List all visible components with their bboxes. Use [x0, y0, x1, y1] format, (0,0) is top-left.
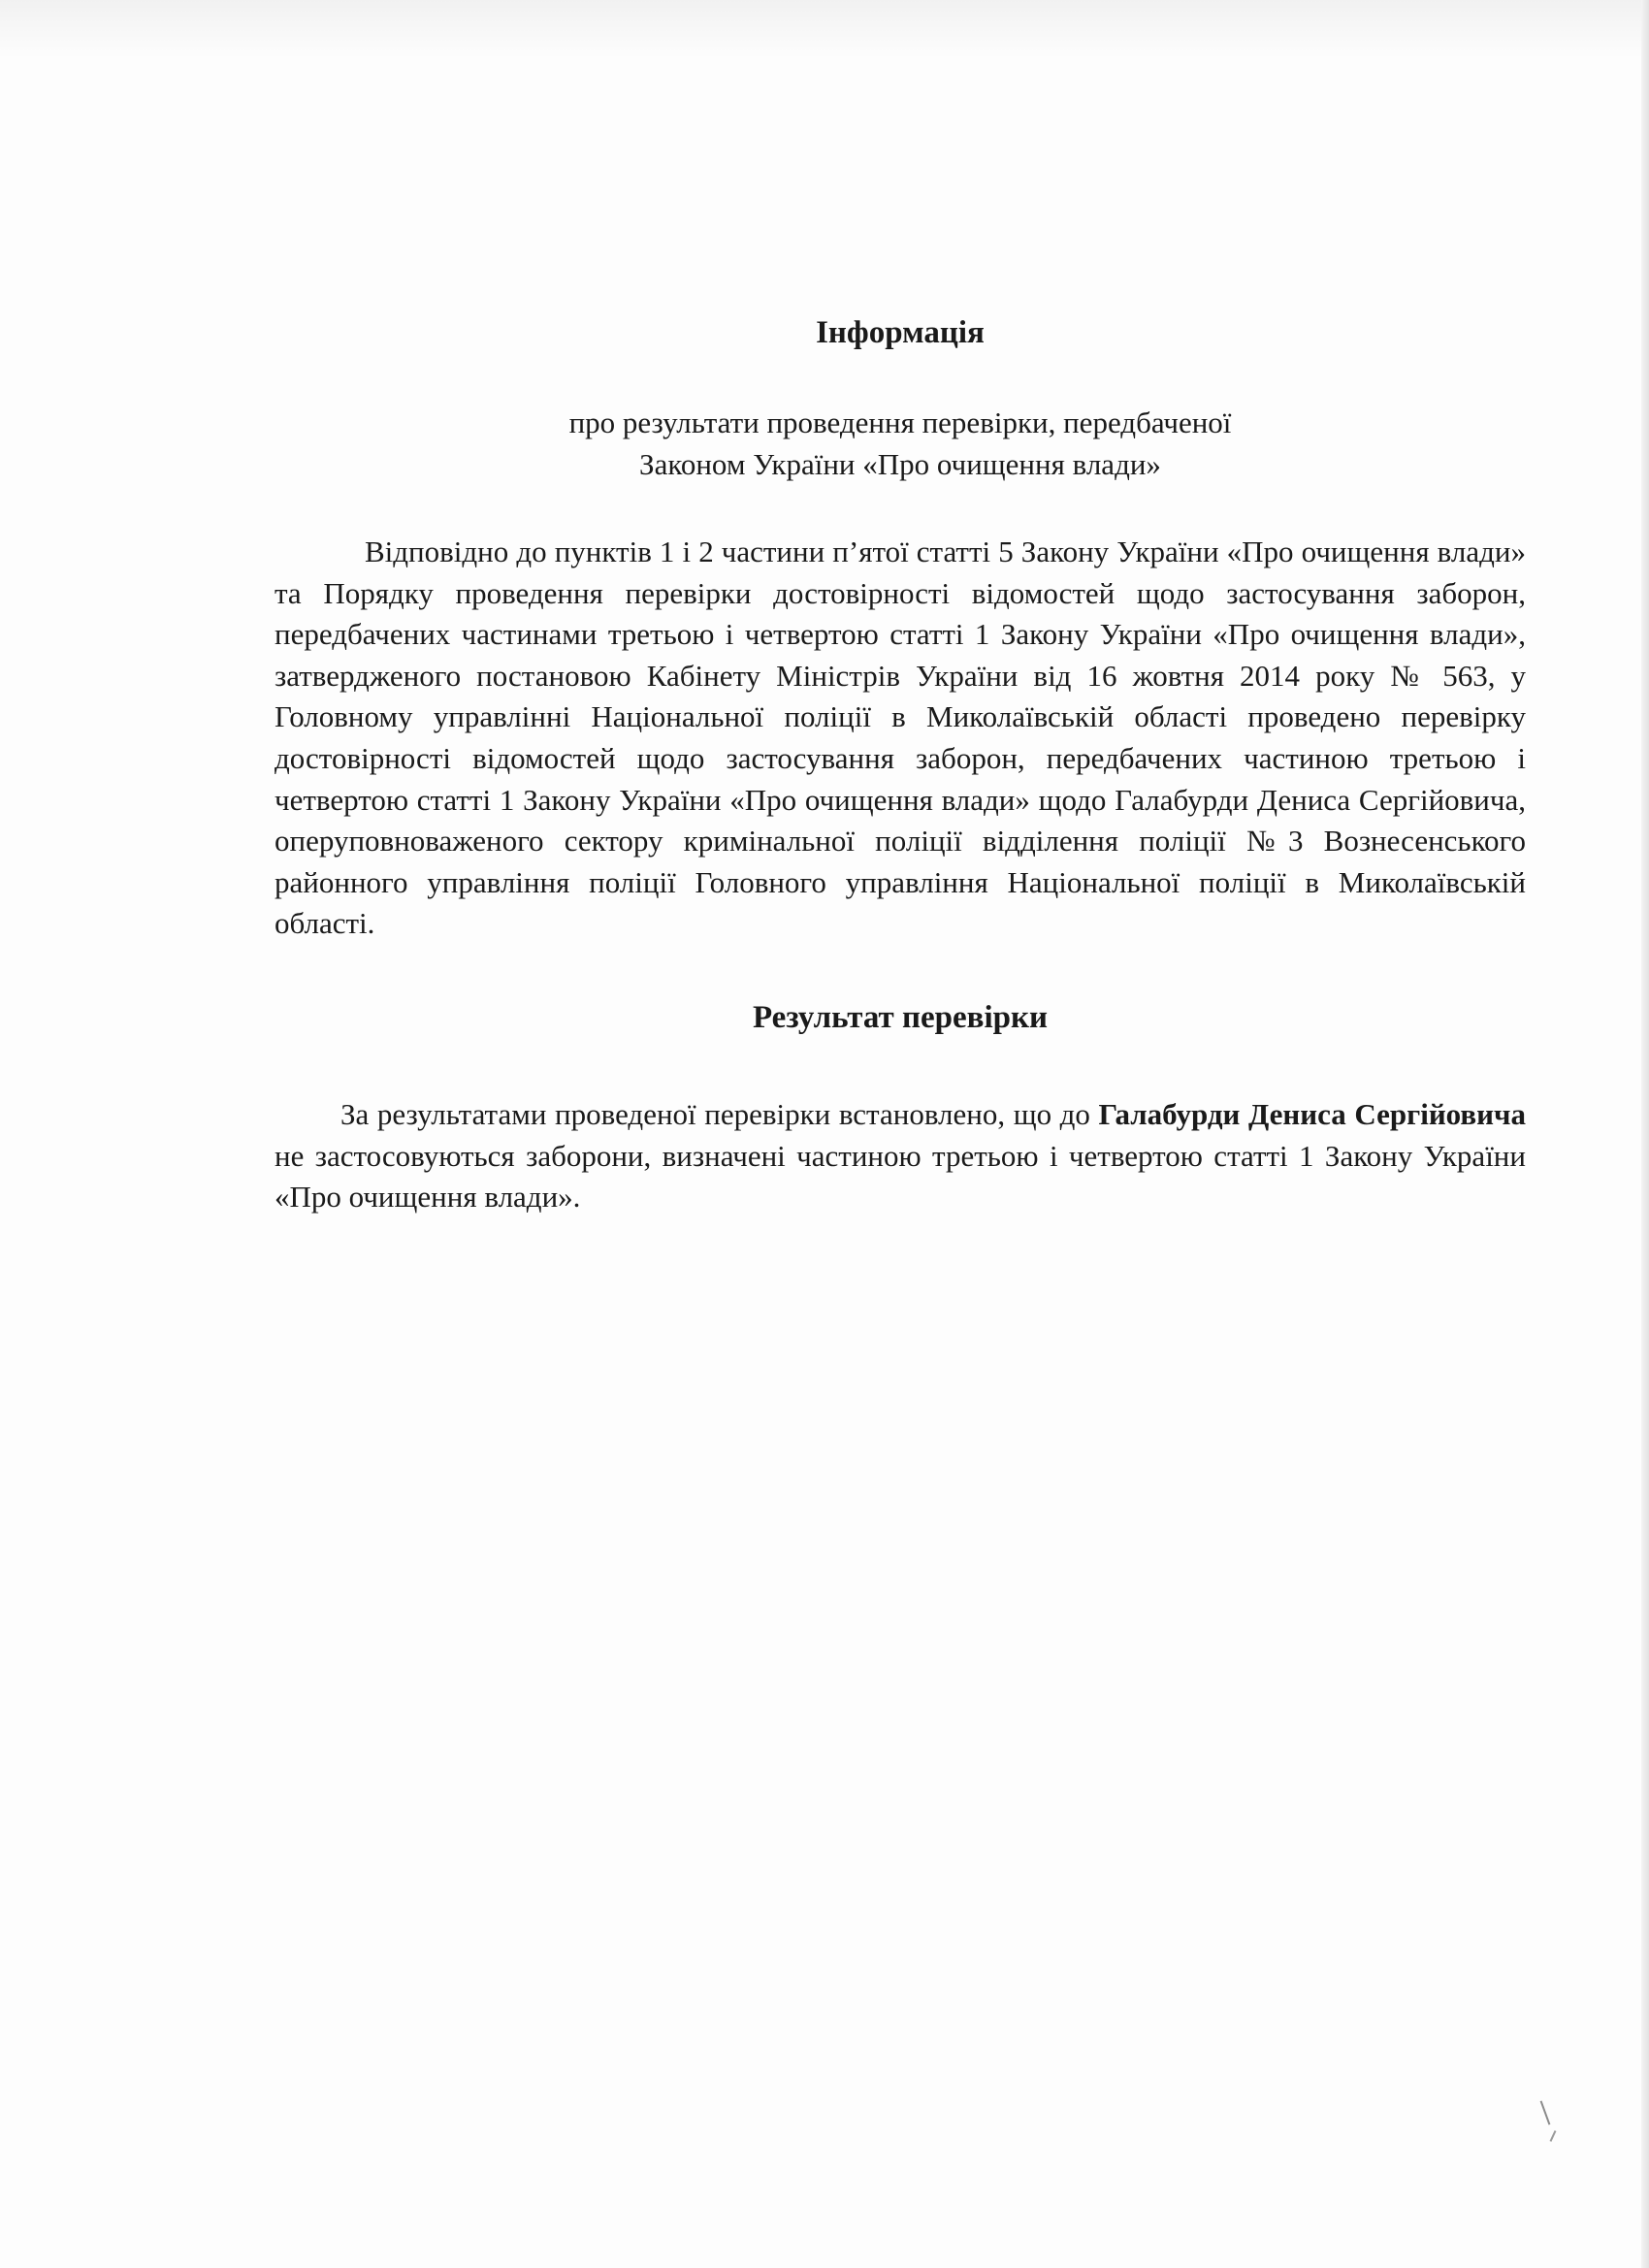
document-subtitle — [275, 402, 1526, 485]
scan-mark — [1540, 2100, 1551, 2124]
result-intro-text: За результатами проведеної перевірки встановлено, що до — [340, 1096, 1099, 1131]
result-rest-text: не застосовуються заборони, визначені частиною третьою і четвертою статті 1 Закону України «Про очищення влади». — [275, 1138, 1526, 1215]
document-content — [275, 310, 1526, 1218]
document-title: Інформація — [816, 315, 985, 350]
scan-edge — [1641, 0, 1649, 2268]
result-person-name: Галабурди Дениса Сергійовича — [1098, 1096, 1526, 1131]
result-paragraph — [275, 1094, 1526, 1218]
result-heading: Результат перевірки — [752, 999, 1049, 1035]
body-paragraph: Відповідно до пунктів 1 і 2 частини п’ятої статті 5 Закону України «Про очищення влади» та Порядку проведення перевірки достовірності відомостей щодо застосування заборон, передбачених частинами третьою і четвертою статті 1 Закону України «Про очищення влади», затвердженого постановою Кабінету Міністрів України від 16 жовтня 2014 року № 563, у Головному управлінні Національної поліції в Миколаївській області проведено перевірку достовірності відомостей щодо застосування заборон, передбачених частиною третьою і четвертою статті 1 Закону України «Про очищення влади» щодо Галабурди Дениса Сергійовича, оперуповноваженого сектору кримінальної поліції відділення поліції №3 Вознесенського районного управління поліції Головного управління Національної поліції в Миколаївській області. — [275, 535, 1526, 941]
scan-shadow — [0, 0, 1649, 58]
subtitle-line-2: Законом України «Про очищення влади» — [639, 447, 1161, 481]
subtitle-line-1: про результати проведення перевірки, передбаченої — [568, 405, 1232, 439]
scan-mark — [1550, 2130, 1557, 2142]
